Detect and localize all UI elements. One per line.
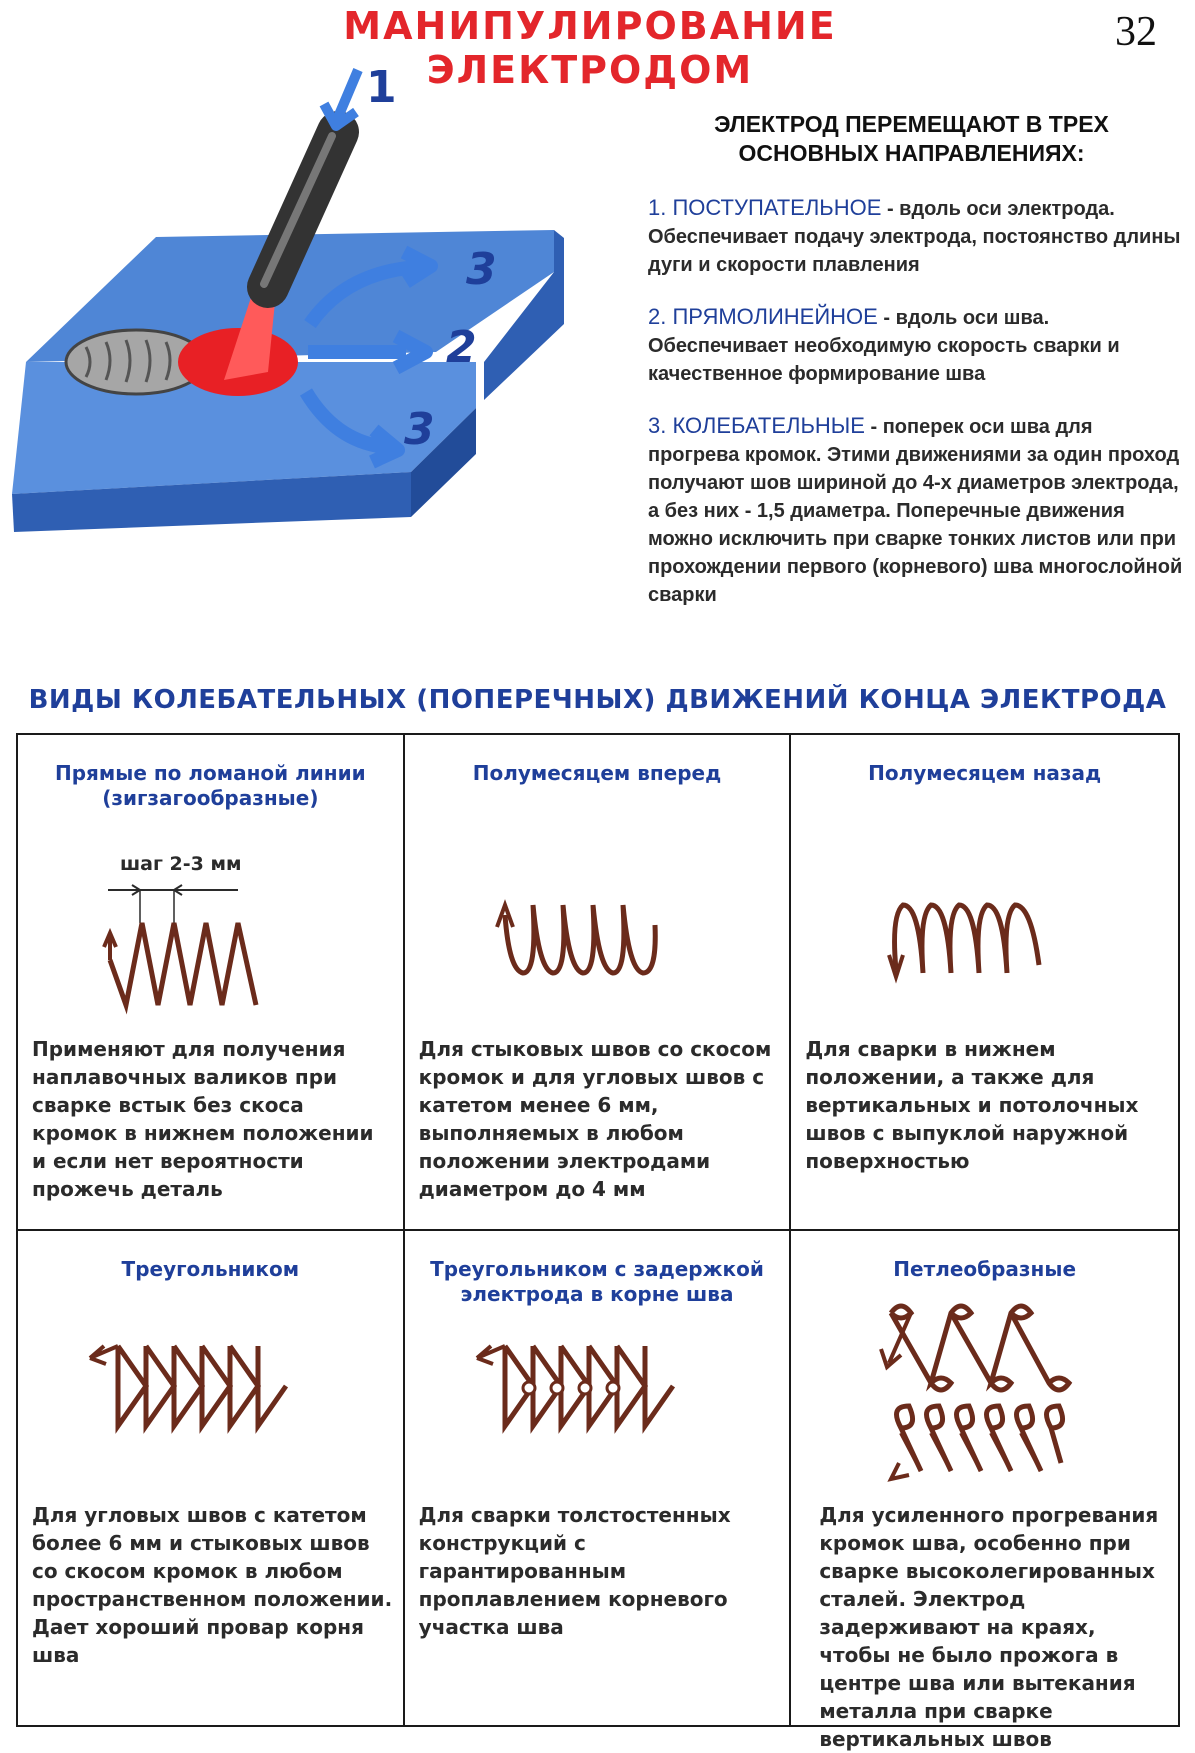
arrow-label-3-lower: 3 bbox=[404, 404, 435, 455]
motion-cell-triangle bbox=[18, 1231, 405, 1725]
zigzag-pattern-icon bbox=[18, 875, 398, 1025]
triangle-pattern-icon bbox=[18, 1326, 398, 1446]
motion-title: Петлеобразные bbox=[893, 1257, 1077, 1281]
page-title: МАНИПУЛИРОВАНИЕ ЭЛЕКТРОДОМ bbox=[343, 4, 837, 92]
crescent-forward-pattern-icon bbox=[405, 865, 785, 1015]
motion-cell-triangle-delay bbox=[405, 1231, 792, 1725]
motion-title: Треугольником bbox=[121, 1257, 300, 1281]
motion-title: Прямые по ломаной линии (зигзагообразные) bbox=[55, 761, 366, 810]
motion-cell-loop bbox=[791, 1231, 1178, 1751]
arrow-1-icon bbox=[324, 70, 358, 126]
loop-pattern-icon bbox=[791, 1283, 1171, 1493]
motion-description: Применяют для получения наплавочных валиков при сварке встык без скоса кромок в нижнем положении и если нет вероятности прожечь деталь bbox=[32, 1037, 374, 1201]
direction-name: 2. ПРЯМОЛИНЕЙНОЕ bbox=[648, 304, 878, 329]
direction-text: - вдоль оси электрода. Обеспечивает подачу электрода, постоянство длины дуги и скорости плавления bbox=[648, 198, 1181, 276]
motion-description: Для сварки толстостенных конструкций с гарантированным проплавлением корневого участка шва bbox=[418, 1503, 731, 1639]
motions-grid bbox=[16, 733, 1180, 1751]
step-label: шаг 2-3 мм bbox=[120, 853, 242, 875]
arrow-label-1: 1 bbox=[366, 62, 397, 113]
intro-heading: ЭЛЕКТРОД ПЕРЕМЕЩАЮТ В ТРЕХ ОСНОВНЫХ НАПРАВЛЕНИЯХ: bbox=[714, 111, 1109, 166]
direction-name: 3. КОЛЕБАТЕЛЬНЫЕ bbox=[648, 413, 865, 438]
motion-title: Полумесяцем назад bbox=[868, 761, 1102, 785]
welding-illustration bbox=[6, 62, 646, 622]
arrow-label-3-upper: 3 bbox=[466, 244, 497, 295]
crescent-back-pattern-icon bbox=[791, 865, 1171, 1015]
triangle-delay-pattern-icon bbox=[405, 1326, 785, 1446]
arrow-label-2: 2 bbox=[446, 322, 477, 373]
direction-name: 1. ПОСТУПАТЕЛЬНОЕ bbox=[648, 195, 882, 220]
intro-block bbox=[648, 110, 1183, 633]
page-number: 32 bbox=[1115, 9, 1157, 55]
motion-cell-zigzag bbox=[18, 735, 405, 1231]
motion-cell-crescent-back bbox=[791, 735, 1178, 1231]
direction-linear bbox=[648, 303, 1183, 388]
motion-title: Треугольником с задержкой электрода в корне шва bbox=[430, 1257, 764, 1306]
direction-text: - поперек оси шва для прогрева кромок. Этими движениями за один проход получают шов шириной до 4-х диаметров электрода, а без них - 1,5 диаметра. Поперечные движения можно исключить при сварке тонких листов или при прохождении первого (корневого) шва многослойной сварки bbox=[648, 416, 1183, 606]
section-title: ВИДЫ КОЛЕБАТЕЛЬНЫХ (ПОПЕРЕЧНЫХ) ДВИЖЕНИЙ КОНЦА ЭЛЕКТРОДА bbox=[28, 685, 1167, 715]
motion-description: Для сварки в нижнем положении, а также для вертикальных и потолочных швов с выпуклой наружной поверхностью bbox=[805, 1037, 1139, 1173]
direction-translational bbox=[648, 194, 1183, 279]
motion-description: Для усиленного прогревания кромок шва, особенно при сварке высоколегированных сталей. Электрод задерживают на краях, чтобы не было прожога в центре шва или вытекания металла при сварке вертикальных швов bbox=[819, 1503, 1159, 1751]
motion-description: Для угловых швов с катетом более 6 мм и стыковых швов со скосом кромок в любом пространственном положении. Дает хороший провар корня шва bbox=[32, 1503, 393, 1667]
direction-text: - вдоль оси шва. Обеспечивает необходимую скорость сварки и качественное формирование шва bbox=[648, 307, 1120, 385]
motion-title: Полумесяцем вперед bbox=[472, 761, 722, 785]
direction-oscillating bbox=[648, 412, 1183, 609]
motion-description: Для стыковых швов со скосом кромок и для угловых швов с катетом менее 6 мм, выполняемых в любом положении электродами диаметром до 4 мм bbox=[418, 1037, 772, 1201]
motion-cell-crescent-forward bbox=[405, 735, 792, 1231]
